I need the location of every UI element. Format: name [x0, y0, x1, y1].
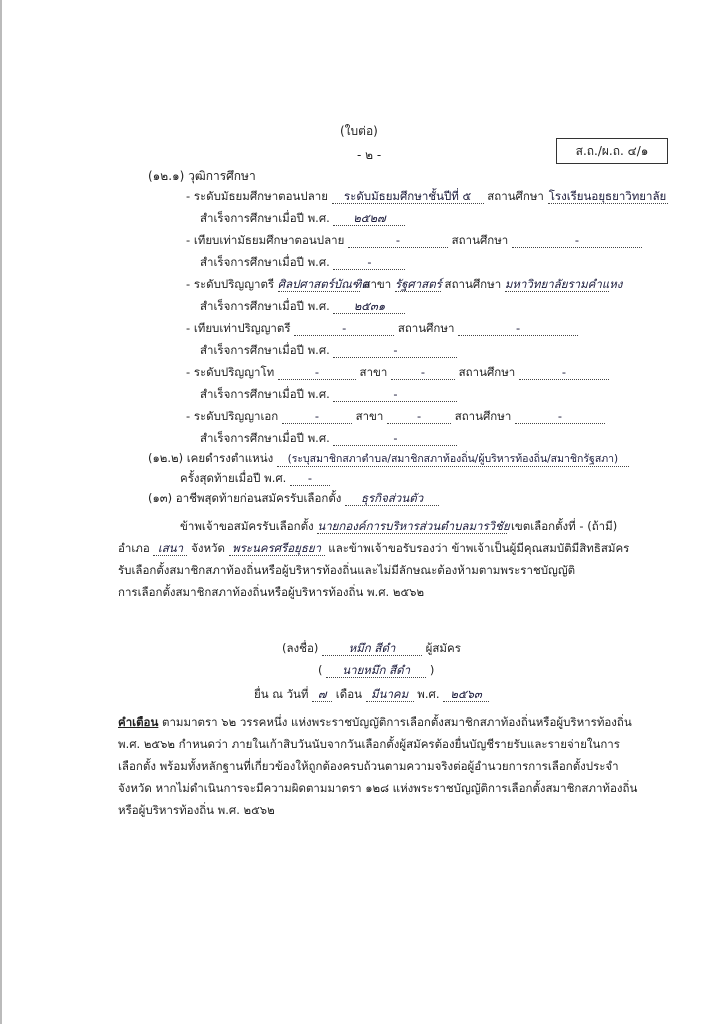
- edu-school-value[interactable]: -: [512, 233, 642, 248]
- amphoe-label: อำเภอ: [118, 541, 150, 555]
- position-last-year-row: [180, 470, 330, 488]
- scan-edge: [0, 0, 2, 1024]
- date-prefix: ยื่น ณ วันที่: [254, 687, 309, 701]
- edu-year-row: [200, 254, 405, 272]
- edu-year-label: สำเร็จการศึกษาเมื่อปี พ.ศ.: [200, 211, 330, 225]
- edu-item-secondary: - ระดับมัธยมศึกษาตอนปลาย ระดับมัธยมศึกษาชั้นปีที่ ๕ สถานศึกษา โรงเรียนอยุธยาวิทยาลัย: [186, 189, 667, 203]
- position-held-row: [148, 450, 629, 468]
- date-month-value[interactable]: มีนาคม: [366, 687, 414, 702]
- submission-date-row: [254, 686, 489, 704]
- printed-name-row: [318, 663, 434, 678]
- edu-item-bachelor: - ระดับปริญญาตรี ศิลปศาสตร์บัณฑิต สาขา รัฐศาสตร์ สถานศึกษา มหาวิทยาลัยรามคำแหง: [186, 277, 623, 291]
- edu-school-value[interactable]: มหาวิทยาลัยรามคำแหง: [504, 277, 623, 291]
- declaration-line-2: [118, 540, 629, 556]
- edu-level-value[interactable]: -: [294, 321, 394, 336]
- edu-school-label: สถานศึกษา: [454, 409, 512, 423]
- edu-label: เทียบเท่ามัธยมศึกษาตอนปลาย: [193, 233, 345, 247]
- edu-year-row: [200, 430, 457, 448]
- edu-year-value[interactable]: -: [333, 343, 457, 358]
- edu-label: ระดับปริญญาเอก: [193, 409, 279, 423]
- edu-school-value[interactable]: -: [515, 409, 605, 424]
- year-label: พ.ศ.: [417, 687, 440, 701]
- warning-line-1: [118, 714, 632, 730]
- warning-text: ตามมาตรา ๖๒ วรรคหนึ่ง แห่งพระราชบัญญัติการเลือกตั้งสมาชิกสภาท้องถิ่นหรือผู้บริหารท้องถิ่น: [161, 715, 632, 729]
- province-label: จังหวัด: [191, 541, 225, 555]
- position-last-year-value[interactable]: -: [290, 471, 330, 486]
- position-label: (๑๒.๒) เคยดำรงตำแหน่ง: [148, 451, 274, 465]
- edu-school-label: สถานศึกษา: [451, 233, 509, 247]
- page-number: - ๒ -: [357, 148, 382, 162]
- edu-label: ระดับปริญญาตรี: [193, 277, 275, 291]
- edu-item-bachelor-equiv: - เทียบเท่าปริญญาตรี - สถานศึกษา -: [186, 320, 578, 338]
- edu-year-value[interactable]: -: [333, 387, 457, 402]
- edu-major-label: สาขา: [363, 277, 392, 291]
- edu-label: ระดับปริญญาโท: [193, 365, 275, 379]
- edu-level-value[interactable]: ระดับมัธยมศึกษาชั้นปีที่ ๕: [332, 189, 484, 204]
- edu-year-label: สำเร็จการศึกษาเมื่อปี พ.ศ.: [200, 299, 330, 313]
- edu-label: เทียบเท่าปริญญาตรี: [193, 321, 291, 335]
- edu-level-value[interactable]: ศิลปศาสตร์บัณฑิต: [277, 277, 369, 291]
- warning-line-5: หรือผู้บริหารท้องถิ่น พ.ศ. ๒๕๖๒: [118, 803, 275, 817]
- warning-line-4: จังหวัด หากไม่ดำเนินการจะมีความผิดตามมาตรา ๑๒๘ แห่งพระราชบัญญัติการเลือกตั้งสมาชิกสภาท้องถิ่น: [118, 781, 638, 795]
- edu-year-label: สำเร็จการศึกษาเมื่อปี พ.ศ.: [200, 255, 330, 269]
- occupation-value[interactable]: ธุรกิจส่วนตัว: [345, 491, 439, 506]
- edu-level-value[interactable]: -: [278, 365, 356, 380]
- edu-year-label: สำเร็จการศึกษาเมื่อปี พ.ศ.: [200, 387, 330, 401]
- edu-item-secondary-equiv: - เทียบเท่ามัธยมศึกษาตอนปลาย - สถานศึกษา -: [186, 232, 642, 250]
- edu-year-value[interactable]: -: [333, 431, 457, 446]
- month-label: เดือน: [335, 687, 362, 701]
- position-value[interactable]: (ระบุสมาชิกสภาตำบล/สมาชิกสภาท้องถิ่น/ผู้บริหารท้องถิ่น/สมาชิกรัฐสภา): [277, 452, 629, 467]
- edu-year-row: [200, 342, 457, 360]
- applicant-label: ผู้สมัคร: [425, 641, 461, 655]
- declaration-line-4: การเลือกตั้งสมาชิกสภาท้องถิ่นหรือผู้บริหารท้องถิ่น พ.ศ. ๒๕๖๒: [118, 585, 425, 599]
- education-heading: (๑๒.๑) วุฒิการศึกษา: [148, 169, 256, 183]
- occupation-label: (๑๓) อาชีพสุดท้ายก่อนสมัครรับเลือกตั้ง: [148, 491, 342, 505]
- amphoe-value[interactable]: เสนา: [153, 541, 187, 556]
- occupation-row: [148, 490, 439, 508]
- declaration-prefix: ข้าพเจ้าขอสมัครรับเลือกตั้ง: [180, 519, 314, 533]
- edu-year-row: [200, 210, 405, 228]
- form-code-box: ส.ถ./ผ.ถ. ๔/๑: [556, 138, 668, 164]
- open-paren: (: [318, 663, 323, 677]
- edu-school-value[interactable]: -: [458, 321, 578, 336]
- edu-major-label: สาขา: [359, 365, 388, 379]
- signature-row: [282, 640, 461, 658]
- candidate-position-value[interactable]: นายกองค์การบริหารส่วนตำบลมารวิชัย: [317, 519, 510, 533]
- edu-year-label: สำเร็จการศึกษาเมื่อปี พ.ศ.: [200, 343, 330, 357]
- edu-year-value[interactable]: ๒๕๓๑: [333, 299, 405, 314]
- edu-school-label: สถานศึกษา: [458, 365, 516, 379]
- position-last-year-label: ครั้งสุดท้ายเมื่อปี พ.ศ.: [180, 471, 287, 485]
- warning-line-2: พ.ศ. ๒๕๖๒ กำหนดว่า ภายในเก้าสิบวันนับจากวันเลือกตั้งผู้สมัครต้องยื่นบัญชีรายรับและรายจ่ายในการ: [118, 737, 620, 751]
- edu-level-value[interactable]: -: [282, 409, 352, 424]
- edu-school-value[interactable]: โรงเรียนอยุธยาวิทยาลัย: [548, 189, 667, 203]
- printed-name-value[interactable]: นายหมึก สีดำ: [326, 663, 426, 678]
- edu-major-value[interactable]: -: [391, 365, 455, 380]
- edu-year-row: [200, 298, 405, 316]
- date-year-value[interactable]: ๒๕๖๓: [443, 687, 489, 702]
- edu-year-value[interactable]: -: [333, 255, 405, 270]
- province-value[interactable]: พระนครศรีอยุธยา: [229, 541, 325, 556]
- edu-major-value[interactable]: รัฐศาสตร์: [394, 277, 442, 291]
- declaration-certify-text: และข้าพเจ้าขอรับรองว่า ข้าพเจ้าเป็นผู้มีคุณสมบัติมีสิทธิสมัคร: [328, 541, 630, 555]
- edu-item-doctorate: - ระดับปริญญาเอก - สาขา - สถานศึกษา -: [186, 408, 605, 426]
- edu-level-value[interactable]: -: [348, 233, 448, 248]
- warning-line-3: เลือกตั้ง พร้อมทั้งหลักฐานที่เกี่ยวข้องให้ถูกต้องครบถ้วนตามความจริงต่อผู้อำนวยการการเลือกตั้งประจำ: [118, 759, 619, 773]
- edu-school-label: สถานศึกษา: [487, 189, 544, 203]
- edu-year-row: [200, 386, 457, 404]
- close-paren: ): [429, 663, 435, 677]
- continued-label: (ใบต่อ): [340, 124, 378, 138]
- sign-label: (ลงชื่อ): [282, 641, 319, 655]
- warning-title: คำเตือน: [118, 715, 159, 729]
- edu-year-value[interactable]: ๒๕๒๗: [333, 211, 405, 226]
- edu-school-value[interactable]: -: [519, 365, 609, 380]
- date-day-value[interactable]: ๗: [312, 687, 332, 702]
- signature-value[interactable]: หมึก สีดำ: [322, 641, 422, 656]
- declaration-line-1: [180, 518, 617, 534]
- edu-school-label: สถานศึกษา: [397, 321, 455, 335]
- edu-major-label: สาขา: [355, 409, 384, 423]
- edu-major-value[interactable]: -: [387, 409, 451, 424]
- edu-school-label: สถานศึกษา: [444, 277, 502, 291]
- edu-label: ระดับมัธยมศึกษาตอนปลาย: [193, 189, 328, 203]
- declaration-line-3: รับเลือกตั้งสมาชิกสภาท้องถิ่นหรือผู้บริหารท้องถิ่นและไม่มีลักษณะต้องห้ามตามพระราชบัญญัติ: [118, 563, 576, 577]
- edu-item-master: - ระดับปริญญาโท - สาขา - สถานศึกษา -: [186, 364, 609, 382]
- declaration-district: เขตเลือกตั้งที่ - (ถ้ามี): [510, 519, 618, 533]
- edu-year-label: สำเร็จการศึกษาเมื่อปี พ.ศ.: [200, 431, 330, 445]
